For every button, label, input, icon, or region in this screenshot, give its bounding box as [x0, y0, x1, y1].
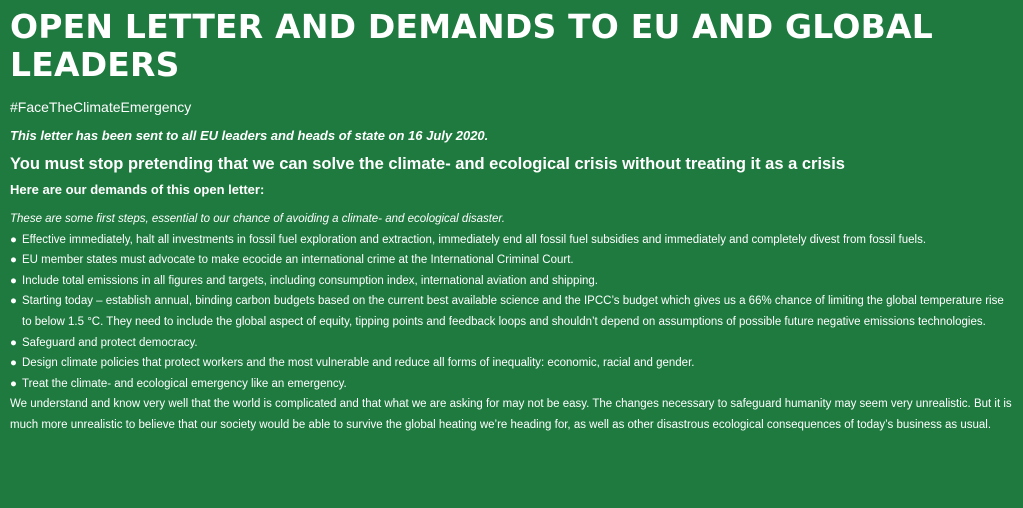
letter-body	[10, 209, 1013, 436]
demand-text: EU member states must advocate to make ecocide an international crime at the International Criminal Court.	[22, 254, 574, 267]
bullet-icon: ●	[10, 254, 17, 267]
list-item	[10, 230, 1013, 251]
sent-note: This letter has been sent to all EU leaders and heads of state on 16 July 2020.	[10, 128, 489, 143]
closing-paragraph: We understand and know very well that the world is complicated and that what we are asking for may not be easy. The changes necessary to safeguard humanity may seem very unrealistic. But it is much more unrealistic to believe that our society would be able to survive the global heating we’re heading for, as well as other disastrous ecological consequences of today’s business as usual.	[10, 398, 1012, 431]
list-item	[10, 333, 1013, 354]
demand-text: Safeguard and protect democracy.	[22, 336, 198, 349]
demand-text: Include total emissions in all figures and targets, including consumption index, international aviation and shipping.	[22, 274, 598, 287]
headline: You must stop pretending that we can solve the climate- and ecological crisis without treating it as a crisis	[10, 155, 845, 173]
demand-text: Treat the climate- and ecological emergency like an emergency.	[22, 377, 347, 390]
demands-heading: Here are our demands of this open letter:	[10, 182, 265, 197]
demands-intro: These are some first steps, essential to our chance of avoiding a climate- and ecological disaster.	[10, 213, 505, 225]
list-item	[10, 271, 1013, 292]
bullet-icon: ●	[10, 336, 17, 349]
page-title: OPEN LETTER AND DEMANDS TO EU AND GLOBAL LEADERS	[10, 7, 933, 84]
demands-list	[10, 230, 1013, 395]
bullet-icon: ●	[10, 233, 17, 246]
demand-text: Design climate policies that protect workers and the most vulnerable and reduce all forms of inequality: economic, racial and gender.	[22, 357, 695, 370]
list-item	[10, 374, 1013, 395]
hashtag: #FaceTheClimateEmergency	[10, 99, 192, 115]
bullet-icon: ●	[10, 295, 17, 308]
demand-text: Effective immediately, halt all investments in fossil fuel exploration and extraction, immediately end all fossil fuel subsidies and immediately and completely divest from fossil fuels.	[22, 233, 927, 246]
list-item	[10, 291, 1013, 332]
list-item	[10, 250, 1013, 271]
bullet-icon: ●	[10, 357, 17, 370]
bullet-icon: ●	[10, 274, 17, 287]
demand-text: Starting today – establish annual, binding carbon budgets based on the current best available science and the IPCC’s budget which gives us a 66% chance of limiting the global temperature rise to below 1.5 °C. They need to include the global aspect of equity, tipping points and feedback loops and shouldn’t depend on assumptions of possible future negative emissions technologies.	[22, 295, 1004, 328]
list-item	[10, 353, 1013, 374]
bullet-icon: ●	[10, 377, 17, 390]
